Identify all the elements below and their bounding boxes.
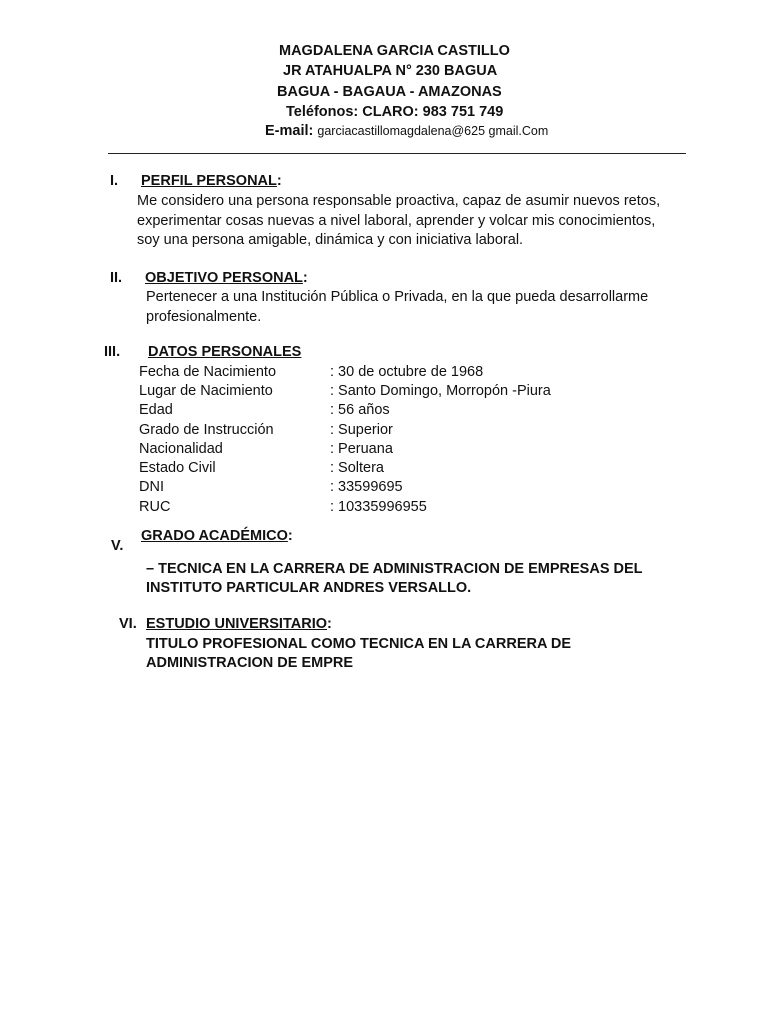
estudio-line: TITULO PROFESIONAL COMO TECNICA EN LA CARRERA DE <box>146 636 572 652</box>
datos-value: : 56 años <box>330 402 390 418</box>
datos-label: Nacionalidad <box>139 441 223 457</box>
header-address: JR ATAHUALPA N° 230 BAGUA <box>283 63 498 79</box>
datos-label: Estado Civil <box>139 460 216 476</box>
section-title-datos <box>148 344 301 360</box>
section-number-objetivo: II. <box>110 270 123 286</box>
datos-label: Edad <box>139 402 173 418</box>
datos-label: Fecha de Nacimiento <box>139 364 277 380</box>
section-number-perfil: I. <box>110 173 119 189</box>
objetivo-line: profesionalmente. <box>146 308 262 325</box>
grado-line: – TECNICA EN LA CARRERA DE ADMINISTRACION DE EMPRESAS DEL <box>146 561 643 577</box>
datos-title-text: DATOS PERSONALES <box>148 344 302 360</box>
grado-title-colon: : <box>287 528 293 544</box>
perfil-line: soy una persona amigable, dinámica y con iniciativa laboral. <box>137 232 524 248</box>
datos-value: : Peruana <box>330 441 393 457</box>
perfil-title-colon: : <box>276 173 282 189</box>
datos-label: Grado de Instrucción <box>139 422 274 438</box>
header-divider <box>108 153 686 154</box>
perfil-title-text: PERFIL PERSONAL <box>141 173 277 189</box>
datos-value: : 33599695 <box>330 479 403 495</box>
datos-value: : 30 de octubre de 1968 <box>330 364 484 380</box>
datos-value: : 10335996955 <box>330 499 427 515</box>
datos-value: : Soltera <box>330 460 384 476</box>
datos-label: RUC <box>139 499 171 515</box>
estudio-title-colon: : <box>327 616 332 632</box>
datos-value: : Santo Domingo, Morropón -Piura <box>330 383 551 399</box>
grado-content <box>146 560 643 598</box>
objetivo-title-colon: : <box>302 270 308 286</box>
estudio-title-text: ESTUDIO UNIVERSITARIO <box>146 616 327 632</box>
section-title-perfil <box>141 173 282 189</box>
grado-line: INSTITUTO PARTICULAR ANDRES VERSALLO. <box>146 580 472 596</box>
email-label: E-mail: <box>265 123 314 139</box>
section-number-estudio: VI. <box>119 616 137 632</box>
section-number-datos: III. <box>104 344 121 360</box>
objetivo-line: Pertenecer a una Institución Pública o Privada, en la que pueda desarrollarme <box>146 289 649 305</box>
estudio-content <box>146 635 571 673</box>
perfil-line: experimentar cosas nuevas a nivel laboral, aprender y volcar mis conocimientos, <box>137 212 656 229</box>
objetivo-paragraph <box>146 288 648 327</box>
datos-label: DNI <box>139 479 164 495</box>
perfil-paragraph <box>137 192 660 251</box>
header-name: MAGDALENA GARCIA CASTILLO <box>279 43 510 59</box>
header-location: BAGUA - BAGAUA - AMAZONAS <box>277 84 502 100</box>
section-title-estudio <box>146 616 332 632</box>
objetivo-title-text: OBJETIVO PERSONAL <box>145 270 303 286</box>
header-phone: Teléfonos: CLARO: 983 751 749 <box>286 104 504 120</box>
datos-value: : Superior <box>330 422 393 438</box>
perfil-line: Me considero una persona responsable proactiva, capaz de asumir nuevos retos, <box>137 193 661 209</box>
section-title-objetivo <box>145 270 308 286</box>
header-email <box>265 123 548 139</box>
section-number-grado: V. <box>111 538 124 554</box>
datos-label: Lugar de Nacimiento <box>139 383 273 399</box>
estudio-line: ADMINISTRACION DE EMPRE <box>146 655 354 671</box>
email-value: garciacastillomagdalena@625 gmail.Com <box>317 124 549 138</box>
grado-title-text: GRADO ACADÉMICO <box>141 528 288 544</box>
section-title-grado <box>141 528 293 544</box>
